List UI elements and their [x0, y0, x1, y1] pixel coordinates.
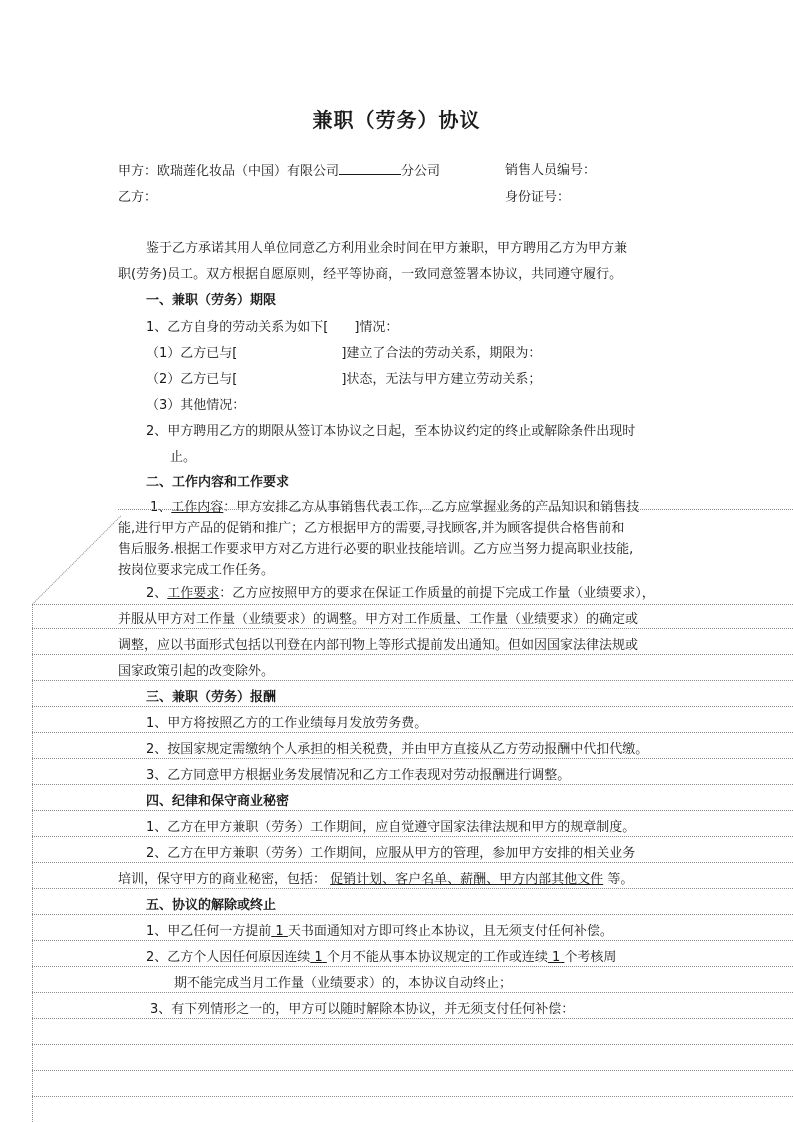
dotted-guide-line — [32, 940, 793, 941]
dotted-guide-line — [32, 706, 793, 707]
work-content-label: 工作内容 — [171, 500, 224, 515]
section-1-item-2-line-1: 2、甲方聘用乙方的期限从签订本协议之日起，至本协议约定的终止或解除条件出现时 — [146, 424, 636, 439]
dotted-guide-line — [32, 1018, 793, 1019]
section-2-item-1-line-4: 按岗位要求完成工作任务。 — [118, 563, 275, 578]
section-5-item-1 — [146, 923, 613, 941]
sales-id-label: 销售人员编号： — [505, 163, 597, 178]
dotted-guide-line — [32, 862, 793, 863]
dotted-guide-line — [32, 966, 793, 967]
section-3-heading: 三、兼职（劳务）报酬 — [146, 690, 277, 705]
party-b-label: 乙方： — [118, 190, 158, 205]
assessment-periods — [548, 950, 565, 965]
dotted-guide-line — [32, 758, 793, 759]
section-2-item-2-line-1 — [146, 585, 655, 603]
section-3-item-2: 2、按国家规定需缴纳个人承担的相关税费，并由甲方直接从乙方劳动报酬中代扣代缴。 — [146, 742, 649, 757]
section-4-item-1: 1、乙方在甲方兼职（劳务）工作期间，应自觉遵守国家法律法规和甲方的规章制度。 — [146, 820, 636, 835]
dotted-guide-line — [32, 1044, 793, 1045]
dotted-guide-line — [118, 509, 793, 510]
dotted-guide-line — [32, 1096, 793, 1097]
intro-line-2: 职(劳务)员工。双方根据自愿原则，经平等协商，一致同意签署本协议，共同遵守履行。 — [118, 267, 623, 282]
dotted-guide-line — [32, 680, 793, 681]
section-3-item-1: 1、甲方将按照乙方的工作业绩每月发放劳务费。 — [146, 716, 428, 731]
dotted-guide-line — [32, 810, 793, 811]
branch-blank — [339, 162, 401, 175]
dotted-guide-line — [32, 1070, 793, 1071]
dotted-guide-line — [32, 604, 793, 605]
section-2-item-2-line-2: 并服从甲方对工作量（业绩要求）的调整。甲方对工作质量、工作量（业绩要求）的确定或 — [118, 612, 639, 627]
work-requirement-label: 工作要求 — [167, 586, 220, 601]
dotted-guide-line — [32, 888, 793, 889]
confidential-items: 促销计划、客户名单、薪酬、甲方内部其他文件 — [330, 872, 604, 887]
section-5-item-1-prefix: 1、甲乙任何一方提前 — [146, 924, 272, 939]
section-5-item-2-mid: 个月不能从事本协议规定的工作或连续 — [326, 950, 548, 965]
dotted-guide-line — [32, 836, 793, 837]
absence-months — [310, 950, 327, 965]
absence-months-value: 1 — [314, 950, 323, 965]
party-a-branch-suffix: 分公司 — [401, 164, 441, 179]
section-5-item-1-suffix: 天书面通知对方即可终止本协议，且无须支付任何补偿。 — [287, 924, 613, 939]
document-title: 兼职（劳务）协议 — [312, 108, 481, 132]
section-2-item-1-line-1 — [150, 499, 639, 517]
section-5-item-2-line-1 — [146, 949, 616, 967]
dotted-guide-line — [32, 784, 793, 785]
section-2-item-2-text: ：乙方应按照甲方的要求在保证工作质量的前提下完成工作量（业绩要求）， — [219, 586, 655, 601]
section-2-item-1-number: 1、 — [150, 500, 172, 515]
section-2-item-2-line-3: 调整，应以书面形式包括以刊登在内部刊物上等形式提前发出通知。但如因国家法律法规或 — [118, 638, 639, 653]
section-3-item-3: 3、乙方同意甲方根据业务发展情况和乙方工作表现对劳动报酬进行调整。 — [146, 768, 571, 783]
section-2-heading: 二、工作内容和工作要求 — [146, 475, 290, 490]
section-2-item-2-line-4: 国家政策引起的改变除外。 — [118, 664, 275, 679]
dotted-guide-diagonal — [32, 516, 121, 605]
confidential-suffix: 等。 — [607, 872, 634, 887]
dotted-guide-line — [32, 732, 793, 733]
section-2-item-1-line-3: 售后服务.根据工作要求甲方对乙方进行必要的职业技能培训。乙方应当努力提高职业技能, — [118, 542, 634, 557]
dotted-guide-line — [32, 914, 793, 915]
section-5-item-2-prefix: 2、乙方个人因任何原因连续 — [146, 950, 311, 965]
confidential-intro: 培训，保守甲方的商业秘密，包括： — [118, 872, 327, 887]
section-1-sub-2: （2）乙方已与[ ]状态，无法与甲方建立劳动关系； — [146, 372, 542, 387]
section-2-item-2-number: 2、 — [146, 586, 168, 601]
section-1-heading: 一、兼职（劳务）期限 — [146, 293, 277, 308]
section-2-item-1-line-2: 能,进行甲方产品的促销和推广；乙方根据甲方的需要,寻找顾客,并为顾客提供合格售前和 — [118, 521, 625, 536]
section-5-item-2-suffix: 个考核周 — [564, 950, 617, 965]
section-4-heading: 四、纪律和保守商业秘密 — [146, 794, 290, 809]
dotted-guide-line — [32, 654, 793, 655]
notice-days-value: 1 — [275, 924, 284, 939]
section-4-item-2-line-2 — [118, 871, 633, 889]
dotted-guide-line — [32, 628, 793, 629]
notice-days — [271, 924, 288, 939]
party-a-name: 甲方：欧瑞莲化妆品（中国）有限公司 — [118, 164, 340, 179]
section-5-item-2-line-2: 期不能完成当月工作量（业绩要求）的，本协议自动终止； — [174, 976, 513, 991]
assessment-periods-value: 1 — [552, 950, 561, 965]
section-1-item-2-line-2: 止。 — [170, 450, 197, 465]
section-4-item-2-line-1: 2、乙方在甲方兼职（劳务）工作期间，应服从甲方的管理，参加甲方安排的相关业务 — [146, 846, 636, 861]
dotted-guide-line — [32, 992, 793, 993]
section-2-item-1-text: ：甲方安排乙方从事销售代表工作，乙方应掌握业务的产品知识和销售技 — [223, 500, 640, 515]
id-card-label: 身份证号： — [505, 190, 571, 205]
section-5-item-3: 3、有下列情形之一的，甲方可以随时解除本协议，并无须支付任何补偿： — [150, 1002, 575, 1017]
intro-line-1: 鉴于乙方承诺其用人单位同意乙方利用业余时间在甲方兼职，甲方聘用乙方为甲方兼 — [146, 241, 628, 256]
section-5-heading: 五、协议的解除或终止 — [146, 898, 277, 913]
section-1-sub-1: （1）乙方已与[ ]建立了合法的劳动关系，期限为： — [146, 346, 542, 361]
section-1-item-1: 1、乙方自身的劳动关系为如下[ ]情况： — [146, 320, 399, 335]
party-a-line — [118, 162, 440, 181]
section-1-sub-3: （3）其他情况： — [146, 398, 246, 413]
